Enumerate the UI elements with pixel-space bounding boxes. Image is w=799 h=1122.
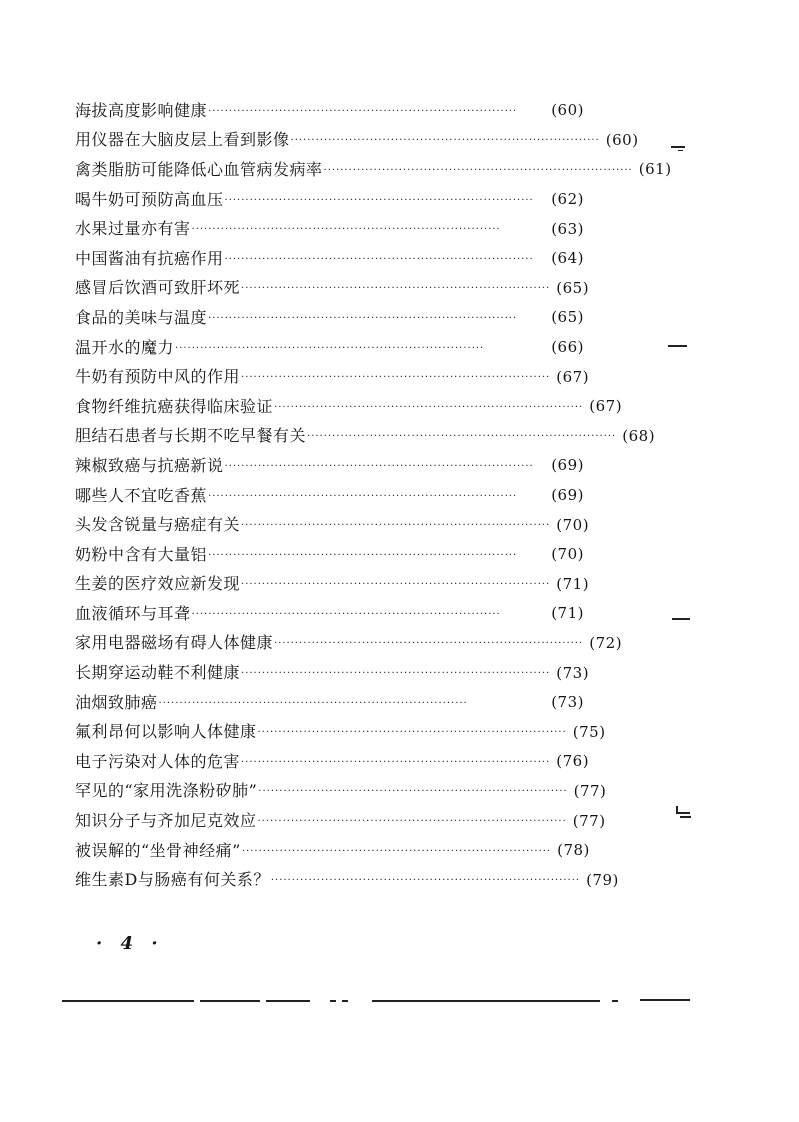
toc-entry[interactable]: [75, 96, 584, 126]
toc-entry[interactable]: [75, 658, 590, 688]
toc-entry-page: (77): [573, 781, 607, 800]
toc-entry-title: 胆结石患者与长期不吃早餐有关: [75, 426, 307, 446]
toc-leader-dots: ··········································································: [208, 105, 518, 117]
toc-entry[interactable]: [75, 717, 606, 747]
toc-entry-page: (67): [589, 397, 623, 416]
toc-entry-title: 被误解的“坐骨神经痛”: [75, 840, 241, 860]
toc-leader-dots: ··········································································: [224, 460, 534, 472]
toc-entry-title: 用仪器在大脑皮层上看到影像: [75, 130, 290, 150]
bottom-rule: [372, 1000, 600, 1002]
toc-entry[interactable]: [75, 688, 584, 718]
toc-entry-title: 海拔高度影响健康: [75, 100, 208, 120]
toc-entry[interactable]: [75, 303, 584, 333]
toc-entry-title: 奶粉中含有大量铝: [75, 544, 208, 564]
toc-leader-dots: ··········································································: [191, 608, 501, 620]
bottom-rule: [342, 1000, 348, 1002]
toc-entry[interactable]: [75, 333, 584, 363]
toc-entry-title: 温开水的魔力: [75, 337, 175, 357]
toc-entry-page: (62): [551, 190, 584, 209]
toc-leader-dots: ··········································································: [175, 342, 485, 354]
toc-leader-dots: ··········································································: [208, 549, 518, 561]
toc-leader-dots: ··········································································: [241, 845, 552, 857]
toc-entry[interactable]: [75, 629, 623, 659]
toc-entry-title: 食物纤维抗癌获得临床验证: [75, 396, 274, 416]
toc-leader-dots: ··········································································: [270, 875, 581, 887]
toc-leader-dots: ··········································································: [257, 816, 567, 828]
toc-leader-dots: ··········································································: [158, 697, 468, 709]
bottom-rule: [200, 1000, 260, 1002]
toc-entry-page: (70): [551, 545, 584, 564]
toc-entry-page: (67): [556, 367, 590, 386]
toc-entry-page: (68): [622, 426, 656, 445]
toc-entry-page: (69): [551, 486, 584, 505]
toc-entry[interactable]: [75, 570, 590, 600]
toc-entry-title: 哪些人不宜吃香蕉: [75, 485, 208, 505]
toc-entry-page: (79): [586, 870, 619, 889]
toc-leader-dots: ··········································································: [224, 253, 534, 265]
toc-entry[interactable]: [75, 540, 584, 570]
toc-leader-dots: ··········································································: [241, 283, 551, 295]
toc-entry-title: 血液循环与耳聋: [75, 603, 191, 623]
toc-leader-dots: ··········································································: [241, 372, 551, 384]
scan-mark: [680, 816, 691, 818]
toc-entry[interactable]: [75, 422, 656, 452]
bottom-rule: [640, 999, 690, 1001]
toc-entry-title: 长期穿运动鞋不利健康: [75, 663, 241, 683]
toc-entry-page: (77): [572, 811, 606, 830]
scan-mark: [671, 146, 685, 148]
toc-entry[interactable]: [75, 599, 584, 629]
toc-entry-title: 喝牛奶可预防高血压: [75, 189, 224, 209]
toc-leader-dots: ··········································································: [257, 727, 567, 739]
toc-entry-title: 油烟致肺癌: [75, 692, 158, 712]
toc-entry[interactable]: [75, 155, 672, 185]
bottom-rule: [612, 1000, 618, 1002]
toc-entry-title: 禽类脂肪可能降低心血管病发病率: [75, 159, 323, 179]
toc-leader-dots: ··········································································: [208, 312, 518, 324]
toc-entry-title: 电子污染对人体的危害: [75, 751, 241, 771]
toc-leader-dots: ··········································································: [307, 431, 617, 443]
toc-entry-page: (65): [551, 308, 584, 327]
toc-entry-page: (71): [556, 574, 590, 593]
bottom-rule: [330, 1000, 336, 1002]
toc-entry-title: 罕见的“家用洗涤粉矽肺”: [75, 781, 258, 801]
page-number: · 4 ·: [96, 933, 164, 954]
toc-entry-title: 中国酱油有抗癌作用: [75, 248, 224, 268]
toc-leader-dots: ··········································································: [241, 756, 551, 768]
toc-entry-title: 辣椒致癌与抗癌新说: [75, 455, 224, 475]
toc-entry-title: 牛奶有预防中风的作用: [75, 367, 241, 387]
toc-entry-title: 氟利昂何以影响人体健康: [75, 722, 257, 742]
toc-entry[interactable]: [75, 274, 590, 304]
scan-mark: [668, 345, 687, 347]
toc-leader-dots: ··········································································: [290, 135, 600, 147]
toc-entry[interactable]: [75, 806, 606, 836]
toc-entry-page: (61): [638, 160, 672, 179]
toc-entry[interactable]: [75, 865, 619, 895]
toc-entry-title: 感冒后饮酒可致肝坏死: [75, 278, 241, 298]
toc-leader-dots: ··········································································: [208, 490, 518, 502]
toc-leader-dots: ··········································································: [323, 164, 633, 176]
toc-leader-dots: ··········································································: [241, 668, 551, 680]
toc-entry-page: (63): [551, 219, 584, 238]
bottom-rule: [62, 1000, 194, 1002]
toc-entry[interactable]: [75, 836, 590, 866]
toc-entry[interactable]: [75, 777, 607, 807]
toc-entry-page: (78): [557, 841, 590, 860]
toc-entry-page: (75): [572, 722, 606, 741]
toc-entry-page: (64): [551, 249, 584, 268]
toc-entry-page: (69): [551, 456, 584, 475]
toc-entry-page: (73): [556, 663, 590, 682]
toc-entry[interactable]: [75, 362, 590, 392]
toc-leader-dots: ··········································································: [274, 638, 584, 650]
toc-entry-title: 维生素D与肠癌有何关系？: [75, 870, 270, 890]
toc-entry-title: 水果过量亦有害: [75, 219, 191, 239]
toc-entry-title: 知识分子与齐加尼克效应: [75, 811, 257, 831]
toc-entry[interactable]: [75, 451, 584, 481]
toc-leader-dots: ··········································································: [258, 786, 568, 798]
toc-entry[interactable]: [75, 747, 590, 777]
scan-mark: [672, 618, 690, 620]
toc-entry[interactable]: [75, 126, 639, 156]
toc-entry-page: (65): [556, 278, 590, 297]
toc-leader-dots: ··········································································: [224, 194, 534, 206]
toc-entry-page: (60): [605, 130, 639, 149]
toc-leader-dots: ··········································································: [191, 224, 501, 236]
toc-entry-page: (73): [551, 693, 584, 712]
scan-mark: [676, 812, 690, 814]
toc-entry[interactable]: [75, 392, 623, 422]
toc-leader-dots: ··········································································: [274, 401, 584, 413]
toc-entry[interactable]: [75, 185, 584, 215]
toc-leader-dots: ··········································································: [241, 579, 551, 591]
toc-entry-title: 头发含锐量与癌症有关: [75, 515, 241, 535]
toc-entry-title: 生姜的医疗效应新发现: [75, 574, 241, 594]
toc-entry-title: 家用电器磁场有碍人体健康: [75, 633, 274, 653]
table-of-contents: [75, 96, 672, 895]
toc-entry-title: 食品的美味与温度: [75, 307, 208, 327]
toc-entry-page: (72): [589, 633, 623, 652]
toc-entry-page: (71): [551, 604, 584, 623]
scan-mark: [678, 150, 683, 151]
toc-entry[interactable]: [75, 214, 584, 244]
toc-entry[interactable]: [75, 244, 584, 274]
toc-leader-dots: ··········································································: [241, 520, 551, 532]
toc-entry-page: (76): [556, 752, 590, 771]
toc-entry[interactable]: [75, 510, 590, 540]
toc-entry[interactable]: [75, 481, 584, 511]
bottom-rule: [266, 1000, 310, 1002]
toc-entry-page: (66): [551, 338, 584, 357]
toc-entry-page: (70): [556, 515, 590, 534]
toc-entry-page: (60): [551, 101, 584, 120]
